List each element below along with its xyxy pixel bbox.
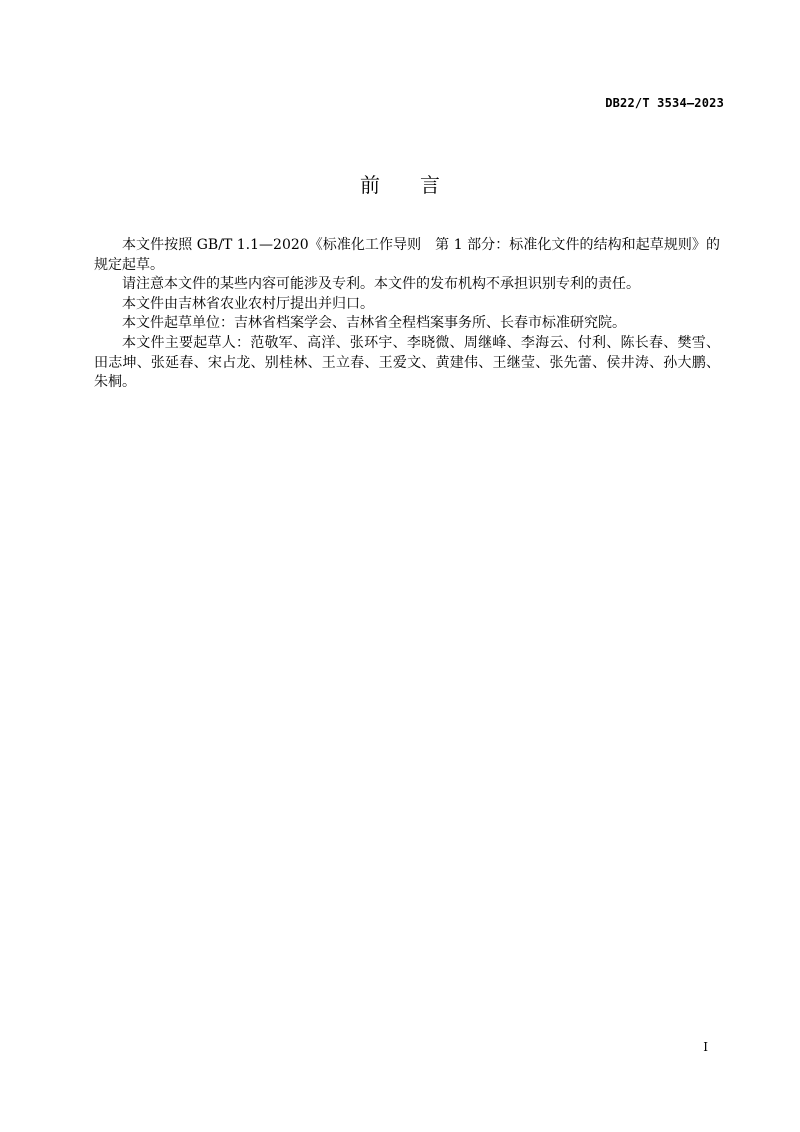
page-number: I (703, 1040, 708, 1054)
section-title: 前言 (360, 173, 480, 197)
paragraph-proposer: 本文件由吉林省农业农村厅提出并归口。 (122, 295, 374, 312)
paragraph-drafting-basis: 本文件按照 GB/T 1.1—2020《标准化工作导则 第 1 部分：标准化文件的结构和起草规则》的规定起草。 (94, 237, 720, 273)
document-code: DB22/T 3534—2023 (605, 96, 724, 110)
paragraph-drafting-units: 本文件起草单位：吉林省档案学会、吉林省全程档案事务所、长春市标准研究院。 (122, 315, 626, 332)
paragraph-patent-notice: 请注意本文件的某些内容可能涉及专利。本文件的发布机构不承担识别专利的责任。 (122, 276, 640, 293)
foreword-body (94, 236, 720, 393)
paragraph-drafters: 本文件主要起草人：范敬军、高洋、张环宇、李晓微、周继峰、李海云、付利、陈长春、樊雪、田志坤、张延春、宋占龙、别桂林、王立春、王爱文、黄建伟、王继莹、张先蕾、侯井涛、孙大鹏、朱桐。 (94, 334, 720, 391)
